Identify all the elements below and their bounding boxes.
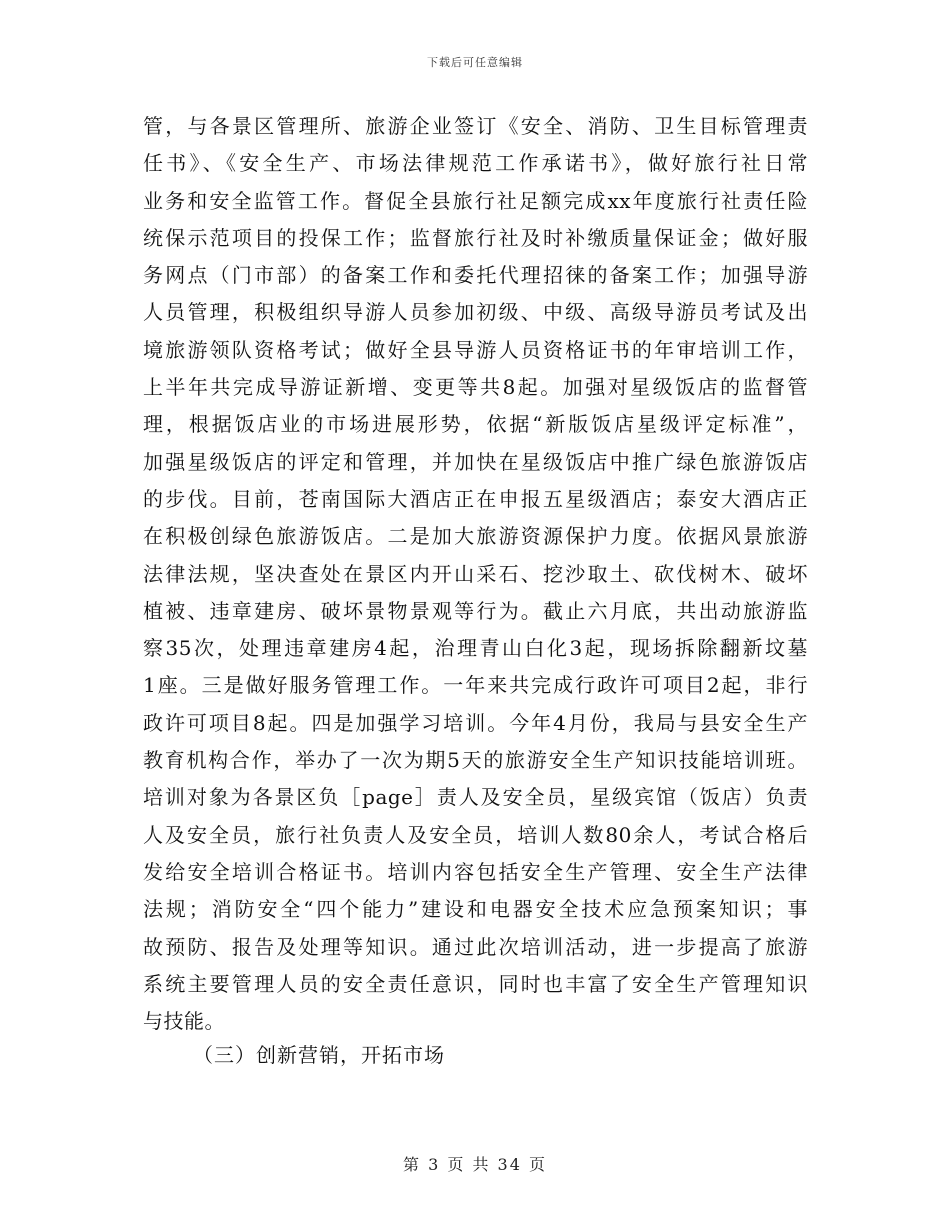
text-line: 加强星级饭店的评定和管理，并加快在星级饭店中推广绿色旅游饭店	[143, 449, 808, 474]
text-line: 人及安全员，旅行社负责人及安全员，培训人数80余人，考试合格后	[143, 822, 808, 847]
text-line: 统保示范项目的投保工作；监督旅行社及时补缴质量保证金；做好服	[143, 225, 808, 250]
text-line: 故预防、报告及处理等知识。通过此次培训活动，进一步提高了旅游	[143, 934, 808, 959]
text-line: 与技能。	[143, 1009, 225, 1034]
text-line: 教育机构合作，举办了一次为期5天的旅游安全生产知识技能培训班。	[143, 748, 808, 773]
text-line: 管，与各景区管理所、旅游企业签订《安全、消防、卫生目标管理责	[143, 114, 808, 138]
text-line: 上半年共完成导游证新增、变更等共8起。加强对星级饭店的监督管	[143, 375, 808, 400]
text-line: 培训对象为各景区负［page］责人及安全员，星级宾馆（饭店）负责	[143, 785, 808, 810]
page-header: 下载后可任意编辑	[427, 56, 523, 69]
text-line: 政许可项目8起。四是加强学习培训。今年4月份，我局与县安全生产	[143, 710, 808, 735]
text-line: 1座。三是做好服务管理工作。一年来共完成行政许可项目2起，非行	[143, 673, 808, 698]
text-line: 在积极创绿色旅游饭店。二是加大旅游资源保护力度。依据风景旅游	[143, 524, 808, 549]
text-line: 系统主要管理人员的安全责任意识，同时也丰富了安全生产管理知识	[143, 971, 808, 996]
text-line: 法律法规，坚决查处在景区内开山采石、挖沙取土、砍伐树木、破坏	[143, 561, 808, 586]
body-paragraph	[143, 108, 808, 1040]
page-number-footer: 第 3 页 共 34 页	[403, 1155, 547, 1174]
text-line: 业务和安全监管工作。督促全县旅行社足额完成xx年度旅行社责任险	[143, 188, 808, 213]
text-line: 境旅游领队资格考试；做好全县导游人员资格证书的年审培训工作，	[143, 337, 808, 362]
text-line: 法规；消防安全“四个能力”建设和电器安全技术应急预案知识；事	[143, 897, 808, 922]
text-line: 植被、违章建房、破坏景物景观等行为。截止六月底，共出动旅游监	[143, 598, 808, 623]
text-line: 察35次，处理违章建房4起，治理青山白化3起，现场拆除翻新坟墓	[143, 636, 808, 661]
text-line: 的步伐。目前，苍南国际大酒店正在申报五星级酒店；泰安大酒店正	[143, 486, 808, 511]
text-line: 发给安全培训合格证书。培训内容包括安全生产管理、安全生产法律	[143, 859, 808, 884]
text-line: 务网点（门市部）的备案工作和委托代理招徕的备案工作；加强导游	[143, 263, 808, 288]
section-subheading: （三）创新营销，开拓市场	[193, 1043, 445, 1067]
text-line: 任书》、《安全生产、市场法律规范工作承诺书》，做好旅行社日常	[143, 151, 808, 176]
text-line: 人员管理，积极组织导游人员参加初级、中级、高级导游员考试及出	[143, 300, 808, 325]
text-line: 理，根据饭店业的市场进展形势，依据“新版饭店星级评定标准”，	[143, 412, 808, 437]
